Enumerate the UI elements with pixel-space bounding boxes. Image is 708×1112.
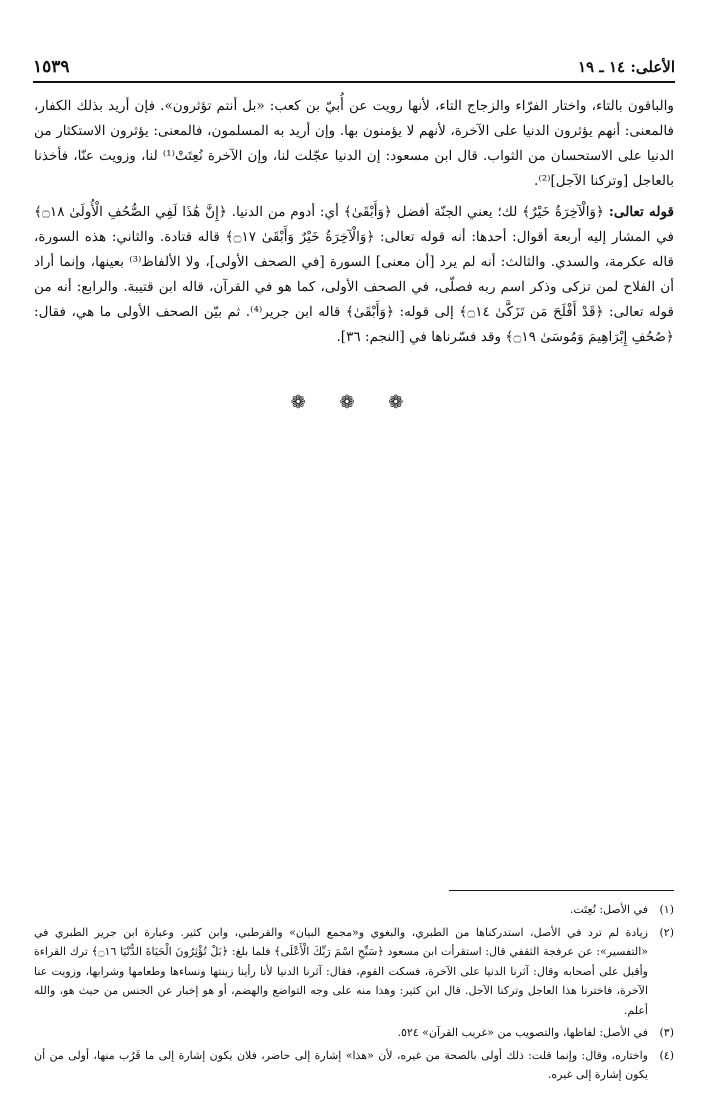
footnote	[34, 923, 674, 1021]
page-number: ١٥٣٩	[33, 57, 70, 77]
footnote-number: (٣)	[659, 1026, 674, 1039]
footnote-number: (٤)	[659, 1048, 674, 1062]
footnote-number: (٢)	[659, 925, 674, 939]
footnote-text: في الأصل: نُعِتَت.	[569, 903, 648, 916]
footnote	[34, 1023, 674, 1043]
main-text	[34, 94, 674, 350]
paragraph-2	[34, 200, 674, 350]
page-header	[33, 56, 675, 78]
footnote-number: (١)	[659, 903, 674, 916]
footnote	[34, 900, 674, 920]
footnote-text: في الأصل: لفاظها، والتصويب من «غريب القرآن» ٥٢٤.	[397, 1026, 648, 1039]
running-title: الأعلى: ١٤ ـ ١٩	[578, 58, 675, 76]
paragraph-2-text: ﴿وَالْآخِرَةُ خَيْرٌ﴾ لك؛ يعني الجنّة أفضل ﴿وَأَبْقَىٰ﴾ أي: أدوم من الدنيا. ﴿إِنَّ هَٰذَا لَفِي الصُّحُفِ الْأُولَىٰ ۝١٨﴾ في المشار إليه أربعة أقوال: أحدها: أنه قوله تعالى: ﴿وَالْآخِرَةُ خَيْرٌ وَأَبْقَىٰ ۝١٧﴾ قاله قتادة. والثاني: هذه السورة، قاله عكرمة، والسدي. والثالث: أنه لم يرد [أن معنى] السورة [في الصحف الأولى]، ولا الألفاظ⁽³⁾ بعينها، وإنما أراد أن الفلاح لمن تزكى وذكر اسم ربه فصلّى، في الصحف الأولى، كما هو في القرآن، قاله ابن قتيبة. والرابع: أنه من قوله تعالى: ﴿قَدْ أَفْلَحَ مَن تَزَكَّىٰ ۝١٤﴾ إلى قوله: ﴿وَأَبْقَىٰ﴾ قاله ابن جرير⁽⁴⁾. ثم بيّن الصحف الأولى ما هي، فقال: ﴿صُحُفِ إِبْرَاهِيمَ وَمُوسَىٰ ۝١٩﴾ وقد فسّرناها في [النجم: ٣٦].	[34, 204, 675, 345]
footnote	[34, 1046, 674, 1085]
paragraph-1: والباقون بالتاء، واختار الفرّاء والزجاج التاء، لأنها رويت عن أُبيّ بن كعب: «بل أنتم تؤثرون». فإن أريد بذلك الكفار، فالمعنى: أنهم يؤثرون الدنيا على الآخرة، لأنهم لا يؤمنون بها. وإن أريد به المسلمون، فالمعنى: يؤثرون الاستكثار من الدنيا على الاستحسان من الثواب. قال ابن مسعود: إن الدنيا عجّلت لنا، وإن الآخرة نُعِتَتْ⁽¹⁾ لنا، وزويت عنّا، فأخذنا بالعاجل [وتركنا الآجل]⁽²⁾.	[34, 98, 674, 189]
footnotes	[34, 900, 674, 1088]
footnote-text: زيادة لم ترد في الأصل، استدركناها من الطبري، والبغوي و«مجمع البيان» والقرطبي، وابن كثير. وعبارة ابن جرير الطبري في «التفسير»: عن عرفجة الثقفي قال: استقرأت ابن مسعود ﴿سَبِّحِ اسْمَ رَبِّكَ الْأَعْلَى﴾ فلما بلغ: ﴿بَلْ تُؤْثِرُونَ الْحَيَاةَ الدُّنْيَا ۝١٦﴾ ترك القراءة وأقبل على أصحابه وقال: آثرنا الدنيا على الآخرة، فسكت القوم، فقال: آثرنا الدنيا لأنا رأينا زينتها ونساءها وطعامها وشرابها، وزويت عنا الآخرة، فاخترنا هذا العاجل وتركنا الآجل. قال ابن كثير: وهذا منه على وجه التواضع والهضم، أو هو إخبار عن الجنس من حيث هو، والله أعلم.	[34, 925, 649, 1017]
footnote-rule	[449, 890, 674, 891]
section-ornament: ❁ ❁ ❁	[290, 392, 418, 413]
footnote-text: واختاره، وقال: وإنما قلت: ذلك أولى بالصحة من غيره، لأن «هذا» إشارة إلى حاضر، فلان يكون إشارة إلى ما قَرُب منها، أولى من أن يكون إشارة إلى غيره.	[34, 1048, 648, 1081]
paragraph-2-lead: قوله تعالى:	[608, 204, 674, 220]
header-rule	[33, 81, 675, 83]
